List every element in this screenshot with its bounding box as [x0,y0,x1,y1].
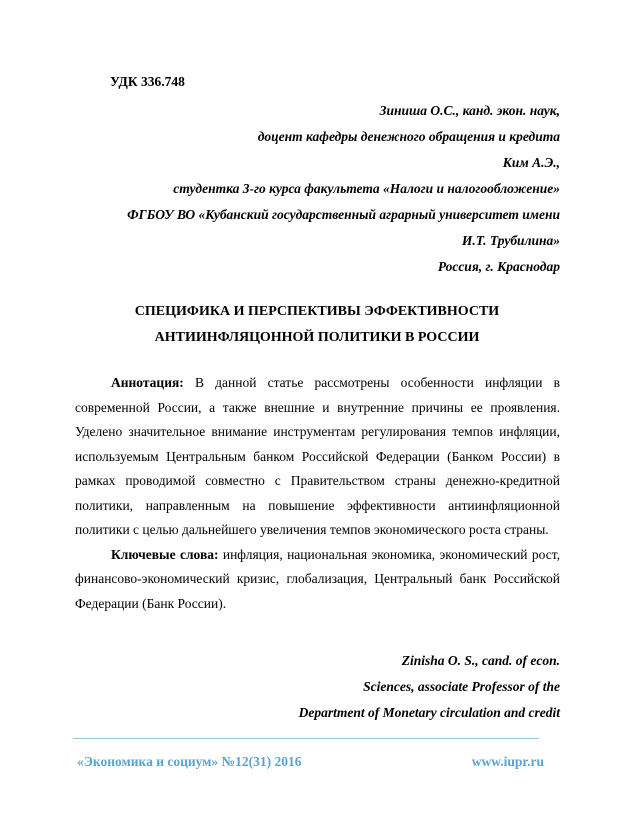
author-line: студентка 3-го курса факультета «Налоги и налогообложение» [173,181,560,196]
abstract-section [75,371,560,616]
title-line: АНТИИНФЛЯЦОННОЙ ПОЛИТИКИ В РОССИИ [154,330,480,345]
author-en-line: Department of Monetary circulation and credit [298,705,560,720]
footer-divider [73,738,539,739]
footer-journal: «Экономика и социум» №12(31) 2016 [77,754,302,769]
author-line: доцент кафедры денежного обращения и кредита [257,129,560,144]
authors-ru-block [127,98,560,280]
author-line: ФГБОУ ВО «Кубанский государственный аграрный университет имени [127,207,560,222]
abstract-label: Аннотация: [111,375,184,390]
author-line: И.Т. Трубилина» [461,233,560,248]
abstract-paragraph [75,371,560,543]
udk-code: УДК 336.748 [110,74,185,89]
keywords-paragraph [75,543,560,617]
article-title [0,299,634,351]
author-en-line: Zinisha O. S., cand. of econ. [401,653,560,668]
author-line: Ким А.Э., [502,155,560,170]
footer-site-link[interactable]: www.iupr.ru [471,754,544,769]
title-line: СПЕЦИФИКА И ПЕРСПЕКТИВЫ ЭФФЕКТИВНОСТИ [134,304,500,319]
author-line: Зиниша О.С., канд. экон. наук, [379,103,560,118]
authors-en-block [299,648,560,726]
keywords-text: инфляция, национальная экономика, экономический рост, финансово-экономический кризис, глобализация, Центральный банк Российской Федерации (Банк России). [75,546,560,611]
abstract-text: В данной статье рассмотрены особенности инфляции в современной России, а также внешние и внутренние причины ее проявления. Уделено значительное внимание инструментам регулирования темпов инфляции, используемым Центральным банком Российской Федерации (Банком России) в рамках проводимой совместно с Правительством страны денежно-кредитной политики, направленным на повышение эффективности антиинфляционной политики с целью дальнейшего увеличения темпов экономического роста страны. [75,375,560,537]
author-line: Россия, г. Краснодар [437,259,560,274]
author-en-line: Sciences, associate Professor of the [363,679,560,694]
keywords-label: Ключевые слова: [111,546,219,562]
